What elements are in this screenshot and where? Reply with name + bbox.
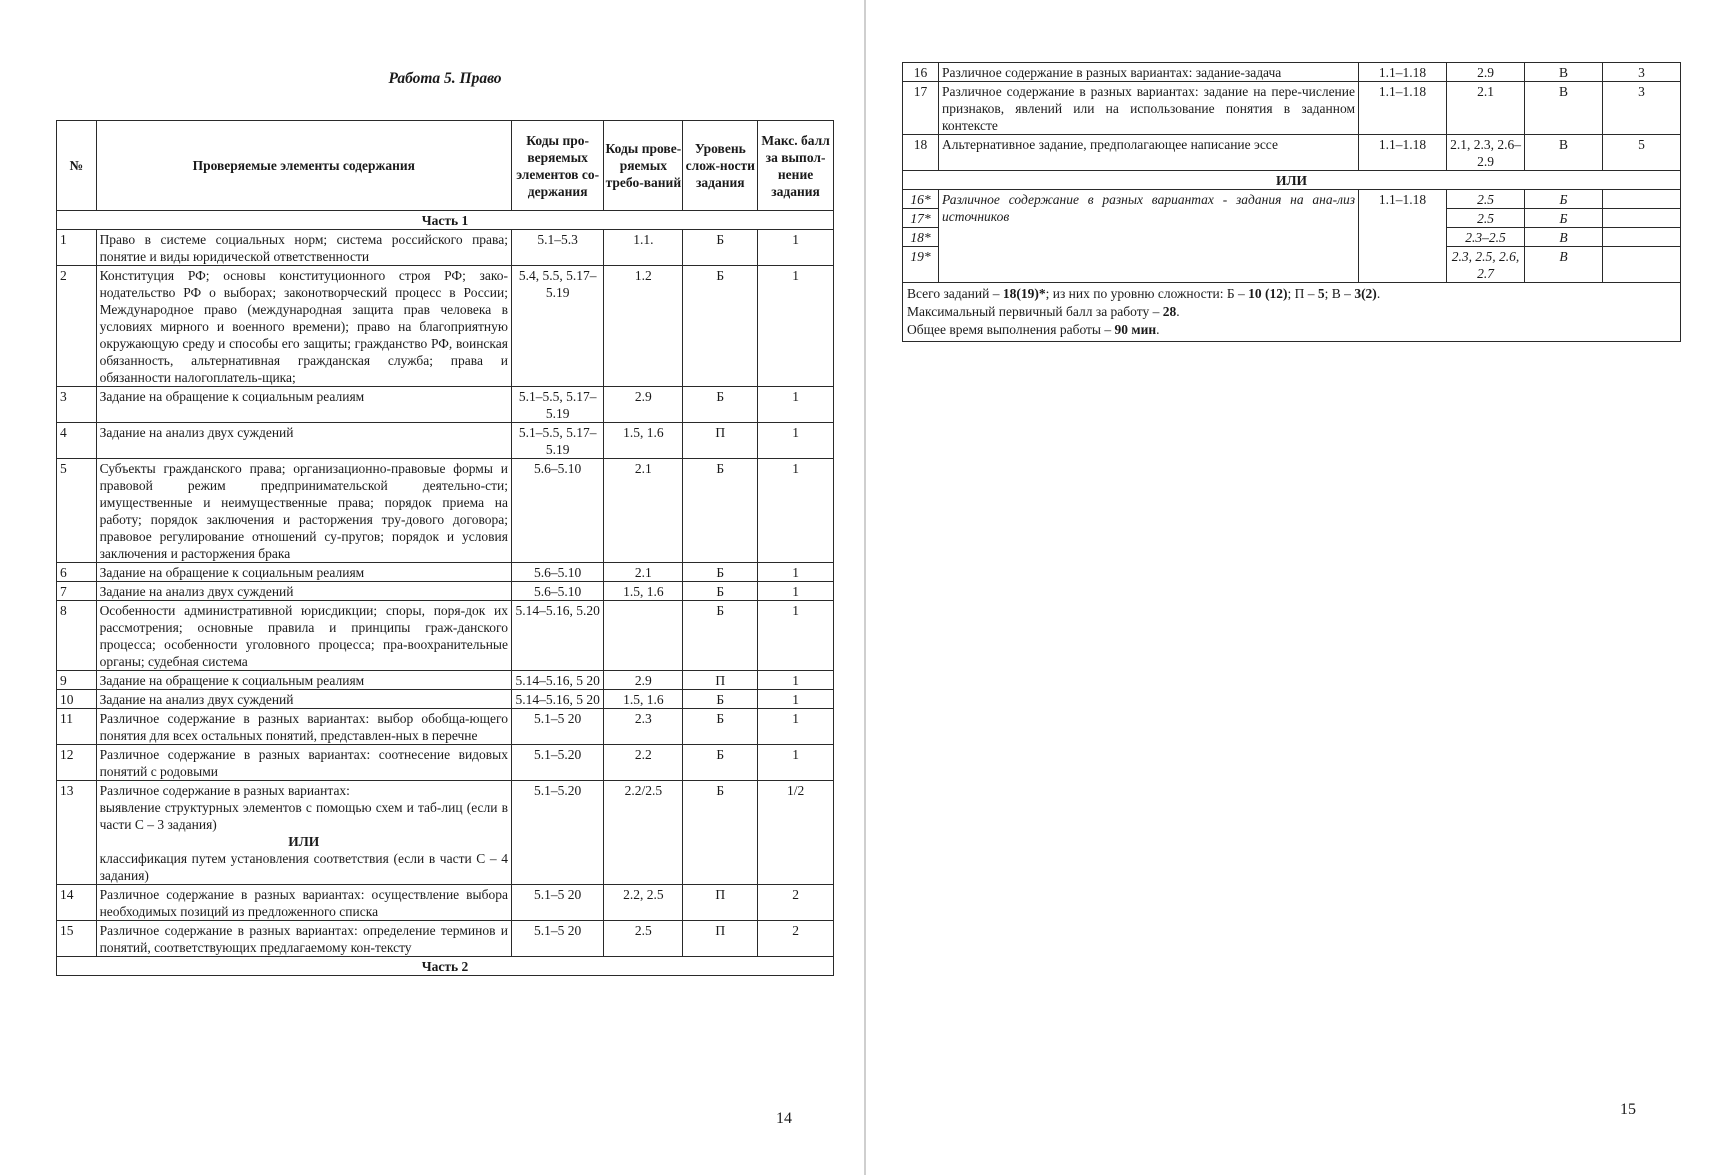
table-row [903,190,1681,209]
summary-block [903,283,1681,342]
row-req: 2.2, 2.5 [604,885,683,921]
row-req: 2.2/2.5 [604,781,683,885]
row-level: П [683,423,758,459]
row-text: Различное содержание в разных вариантах: определение терминов и понятий, соответствующих предлагаемому кон-тексту [96,921,511,957]
table-row [57,885,834,921]
row-codes: 5.6–5.10 [511,563,603,582]
row-num: 14 [57,885,97,921]
row-score: 1 [758,563,834,582]
row-req [604,601,683,671]
row13-or: ИЛИ [288,834,320,849]
continuation-table [902,62,1681,342]
row-num: 12 [57,745,97,781]
header-codes-content: Коды про-веряемых элементов со-держания [511,121,603,211]
row-req: 2.1 [1447,82,1525,135]
row-req: 1.2 [604,266,683,387]
table-row [57,563,834,582]
row-score [1603,209,1681,228]
row-req: 2.9 [604,387,683,423]
row-level: Б [1525,209,1603,228]
row-codes: 5.14–5.16, 5 20 [511,690,603,709]
row-score: 1 [758,671,834,690]
row-text: Различное содержание в разных вариантах: соотнесение видовых понятий с родовыми [96,745,511,781]
row-score: 1 [758,582,834,601]
row-num: 6 [57,563,97,582]
row-text: Различное содержание в разных вариантах: задание на пере-числение признаков, явлений или на использование понятия в заданном контексте [939,82,1359,135]
page-number-right: 15 [1620,1101,1636,1118]
row-codes: 5.14–5.16, 5.20 [511,601,603,671]
row-level: В [1525,63,1603,82]
row-num: 18 [903,135,939,171]
row13-option-b: классификация путем установления соответствия (если в части С – 4 задания) [99,851,508,883]
header-codes-req: Коды прове-ряемых требо-ваний [604,121,683,211]
row-text: Задание на анализ двух суждений [96,423,511,459]
row-codes: 5.14–5.16, 5 20 [511,671,603,690]
row-score: 1 [758,230,834,266]
table-row [903,63,1681,82]
row-level: Б [683,690,758,709]
table-row [903,135,1681,171]
row-req: 1.5, 1.6 [604,582,683,601]
row-num: 19* [903,247,939,283]
row-text: Задание на анализ двух суждений [96,690,511,709]
row-level: В [1525,135,1603,171]
row-score: 1 [758,459,834,563]
work-title: Работа 5. Право [388,70,502,87]
row-level: П [683,921,758,957]
table-row [57,387,834,423]
part-1-heading: Часть 1 [57,211,834,230]
row-score [1603,190,1681,209]
row-level: В [1525,82,1603,135]
row-codes: 5.1–5.5, 5.17–5.19 [511,423,603,459]
row-text: Различное содержание в разных вариантах: выбор обобща-ющего понятия для всех остальных понятий, представлен-ных в перечне [96,709,511,745]
table-row [57,230,834,266]
table-row [57,459,834,563]
row-level: П [683,671,758,690]
row-num: 3 [57,387,97,423]
row-score: 3 [1603,82,1681,135]
row13-option-a: выявление структурных элементов с помощью схем и таб-лиц (если в части С – 3 задания) [99,800,508,832]
row-codes: 5.6–5.10 [511,459,603,563]
row-codes: 5.1–5.5, 5.17–5.19 [511,387,603,423]
header-level: Уровень слож-ности задания [683,121,758,211]
row-req: 2.2 [604,745,683,781]
row-req: 2.5 [1447,209,1525,228]
row-text: Различное содержание в разных вариантах: осуществление выбора необходимых позиций из предложенного списка [96,885,511,921]
row-num: 11 [57,709,97,745]
right-page [866,0,1720,1175]
row-score: 3 [1603,63,1681,82]
table-row [903,82,1681,135]
table-row [57,781,834,885]
row-level: Б [1525,190,1603,209]
row-req: 1.1. [604,230,683,266]
row-score: 1 [758,709,834,745]
row-score [1603,228,1681,247]
row-num: 17* [903,209,939,228]
requirements-table [56,120,834,976]
row-num: 13 [57,781,97,885]
row-score: 1 [758,690,834,709]
page-number-left: 14 [776,1110,792,1127]
row-req: 2.9 [1447,63,1525,82]
row-num: 5 [57,459,97,563]
row-req: 1.5, 1.6 [604,690,683,709]
row-codes: 5.1–5.20 [511,781,603,885]
table-row [57,266,834,387]
table-row [57,709,834,745]
row-req: 1.5, 1.6 [604,423,683,459]
row-num: 18* [903,228,939,247]
row-codes: 1.1–1.18 [1359,190,1447,283]
row-score: 1 [758,387,834,423]
table-row [57,671,834,690]
row-text: Субъекты гражданского права; организационно-правовые формы и правовой режим предпринимательской деятельно-сти; имущественные и неимущественные права; порядок приема на работу; порядок заключения и расторжения тру-дового договора; правовое регулирование отношений су-пругов; порядок и условия заключения и расторжения брака [96,459,511,563]
row-text: Различное содержание в разных вариантах - задания на ана-лиз источников [939,190,1359,283]
row-score: 1 [758,601,834,671]
row-codes: 5.6–5.10 [511,582,603,601]
row-level: Б [683,563,758,582]
row-req: 2.1, 2.3, 2.6–2.9 [1447,135,1525,171]
row-level: Б [683,781,758,885]
row-text: Альтернативное задание, предполагающее написание эссе [939,135,1359,171]
header-num: № [57,121,97,211]
summary-total-time: Общее время выполнения работы – 90 мин. [907,322,1160,337]
row-level: Б [683,230,758,266]
row-num: 1 [57,230,97,266]
row-level: Б [683,582,758,601]
table-row [57,582,834,601]
row-req: 2.3 [604,709,683,745]
table-row [57,601,834,671]
row-codes: 5.4, 5.5, 5.17–5.19 [511,266,603,387]
row-score: 1 [758,266,834,387]
row-level: Б [683,745,758,781]
row-num: 17 [903,82,939,135]
row-req: 2.5 [1447,190,1525,209]
row-req: 2.1 [604,563,683,582]
row-text: Задание на обращение к социальным реалиям [96,563,511,582]
part-2-heading: Часть 2 [57,957,834,976]
row-codes: 1.1–1.18 [1359,63,1447,82]
row-num: 15 [57,921,97,957]
row-score: 1 [758,423,834,459]
row-text: Задание на обращение к социальным реалиям [96,387,511,423]
row-score: 5 [1603,135,1681,171]
row-num: 7 [57,582,97,601]
row-text: Различное содержание в разных вариантах: задание-задача [939,63,1359,82]
row-text: Право в системе социальных норм; система российского права; понятие и виды юридической ответственности [96,230,511,266]
row-level: Б [683,459,758,563]
row-score: 1/2 [758,781,834,885]
row-text: Особенности административной юрисдикции; споры, поря-док их рассмотрения; основные правила и принципы граж-данского процесса; особенности уголовного процесса; пра-воохранительные органы; судебная система [96,601,511,671]
row-text: Задание на анализ двух суждений [96,582,511,601]
row-level: Б [683,709,758,745]
row-level: Б [683,601,758,671]
row-level: В [1525,228,1603,247]
row-num: 4 [57,423,97,459]
row-codes: 1.1–1.18 [1359,135,1447,171]
row-codes: 5.1–5 20 [511,885,603,921]
row-level: В [1525,247,1603,283]
table-row [57,745,834,781]
row-codes: 5.1–5.3 [511,230,603,266]
row-req: 2.3, 2.5, 2.6, 2.7 [1447,247,1525,283]
or-divider: ИЛИ [903,171,1681,190]
row-codes: 5.1–5 20 [511,709,603,745]
row-text: Задание на обращение к социальным реалиям [96,671,511,690]
row13-intro: Различное содержание в разных вариантах: [99,783,350,798]
row-req: 2.1 [604,459,683,563]
row-level: П [683,885,758,921]
row-num: 8 [57,601,97,671]
header-elements: Проверяемые элементы содержания [96,121,511,211]
row-score [1603,247,1681,283]
row-level: Б [683,266,758,387]
row-score: 1 [758,745,834,781]
row-num: 2 [57,266,97,387]
row-codes: 5.1–5.20 [511,745,603,781]
row-codes: 5.1–5 20 [511,921,603,957]
summary-max-score: Максимальный первичный балл за работу – 28. [907,304,1180,319]
row-req: 2.9 [604,671,683,690]
table-row [57,423,834,459]
header-max-score: Макс. балл за выпол-нение задания [758,121,834,211]
row-score: 2 [758,921,834,957]
row-num: 10 [57,690,97,709]
table-row [57,921,834,957]
row-num: 16 [903,63,939,82]
row-text: Конституция РФ; основы конституционного строя РФ; зако-нодательство РФ о выборах; законотворческий процесс в России; Международное право (международная защита прав человека в условиях мирного и военного времени); право на благоприятную окружающую среду и способы его защиты; гражданство РФ, воинская обязанность, альтернативная гражданская служба; права и обязанности налогоплатель-щика; [96,266,511,387]
row-req: 2.5 [604,921,683,957]
row-score: 2 [758,885,834,921]
row-num: 16* [903,190,939,209]
row-text [96,781,511,885]
row-level: Б [683,387,758,423]
row-num: 9 [57,671,97,690]
row-codes: 1.1–1.18 [1359,82,1447,135]
table-row [57,690,834,709]
row-req: 2.3–2.5 [1447,228,1525,247]
summary-total-tasks: Всего заданий – 18(19)*; из них по уровню сложности: Б – 10 (12); П – 5; В – 3(2). [907,286,1381,301]
